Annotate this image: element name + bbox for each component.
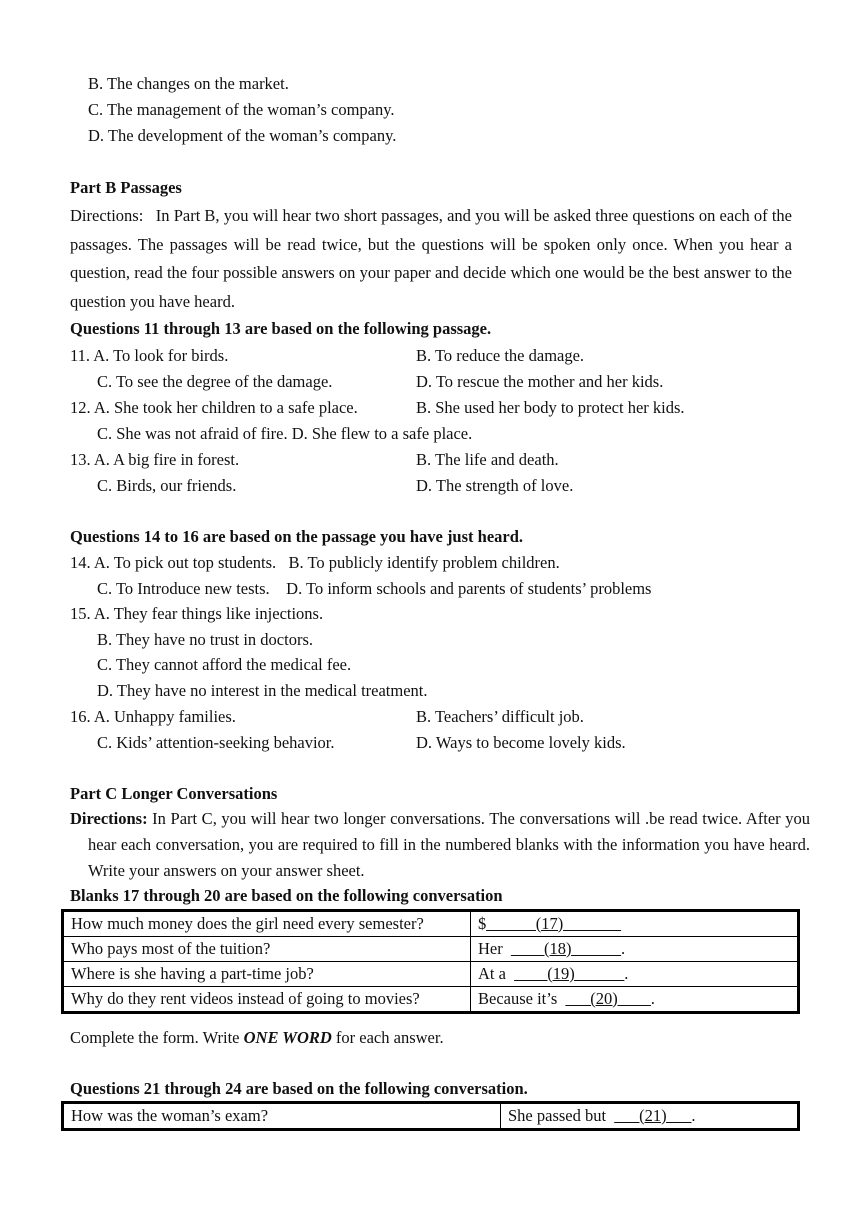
- q11-option-b: B. To reduce the damage.: [416, 346, 585, 365]
- answer-prefix: She passed but: [508, 1105, 615, 1125]
- q14-options-ab: 14. A. To pick out top students. B. To publicly identify problem children.: [70, 553, 560, 572]
- answer-blank-21[interactable]: ___(21)___: [614, 1105, 692, 1125]
- instruction-pre: Complete the form. Write: [70, 1028, 244, 1047]
- answer-prefix: Her: [478, 938, 511, 958]
- blanks-heading: Blanks 17 through 20 are based on the following conversation: [70, 886, 503, 905]
- q15-option-d: D. They have no interest in the medical treatment.: [97, 681, 428, 700]
- instruction-emphasis: ONE WORD: [243, 1028, 332, 1047]
- q12-option-a: 12. A. She took her children to a safe place.: [70, 398, 358, 417]
- form-question: How was the woman’s exam?: [63, 1103, 501, 1130]
- part-b-directions: Directions: In Part B, you will hear two short passages, and you will be asked three questions on each of the passages. The passages will be read twice, but the questions will be spoken only once. When you hear a question, read the four possible answers on your paper and decide which one would be the best answer to the question you have heard.: [70, 206, 792, 311]
- q13-option-d: D. The strength of love.: [416, 476, 574, 495]
- q13-option-b: B. The life and death.: [416, 450, 559, 469]
- table-row: [63, 937, 799, 962]
- option-b-market: B. The changes on the market.: [88, 74, 289, 93]
- answer-prefix: $: [478, 913, 487, 933]
- directions-label: Directions:: [70, 809, 148, 828]
- answer-blank-17[interactable]: ______(17)_______: [486, 913, 621, 933]
- form-answer: [471, 937, 799, 962]
- answer-prefix: At a: [478, 963, 515, 983]
- q16-option-b: B. Teachers’ difficult job.: [416, 707, 584, 726]
- q13-option-a: 13. A. A big fire in forest.: [70, 450, 240, 469]
- q15-option-b: B. They have no trust in doctors.: [97, 630, 313, 649]
- group3-heading: Questions 21 through 24 are based on the following conversation.: [70, 1079, 528, 1098]
- answer-suffix: .: [691, 1105, 696, 1125]
- q13-option-c: C. Birds, our friends.: [97, 476, 237, 495]
- form-answer: [471, 987, 799, 1013]
- instruction-post: for each answer.: [331, 1028, 444, 1047]
- table-row: [63, 962, 799, 987]
- form-question: Who pays most of the tuition?: [63, 937, 471, 962]
- form-answer: [501, 1103, 799, 1130]
- table-row: [63, 911, 799, 937]
- answer-suffix: .: [650, 988, 655, 1008]
- table-row: [63, 987, 799, 1013]
- q16-option-a: 16. A. Unhappy families.: [70, 707, 236, 726]
- part-c-directions: [70, 806, 810, 883]
- q16-option-c: C. Kids’ attention-seeking behavior.: [97, 733, 335, 752]
- conversation-form-1: [61, 909, 800, 1014]
- conversation-form-2: [61, 1101, 800, 1131]
- q14-options-cd: C. To Introduce new tests. D. To inform schools and parents of students’ problems: [97, 579, 652, 598]
- form-answer: [471, 911, 799, 937]
- answer-suffix: .: [620, 938, 626, 958]
- q16-option-d: D. Ways to become lovely kids.: [416, 733, 626, 752]
- q11-option-d: D. To rescue the mother and her kids.: [416, 372, 664, 391]
- form-instruction: [70, 1030, 444, 1047]
- q15-option-c: C. They cannot afford the medical fee.: [97, 655, 352, 674]
- form-answer: [471, 962, 799, 987]
- group2-heading: Questions 14 to 16 are based on the passage you have just heard.: [70, 527, 524, 546]
- part-c-title: Part C Longer Conversations: [70, 784, 278, 803]
- directions-text: In Part C, you will hear two longer conversations. The conversations will .be read twice. After you hear each conversation, you are required to fill in the numbered blanks with the information you have heard. Write your answers on your answer sheet.: [88, 809, 810, 880]
- part-b-title: Part B Passages: [70, 178, 182, 197]
- answer-prefix: Because it’s: [478, 988, 566, 1008]
- answer-suffix: .: [624, 963, 629, 983]
- answer-blank-19[interactable]: ____(19)______: [514, 963, 625, 983]
- option-c-management: C. The management of the woman’s company.: [88, 100, 395, 119]
- q12-options-cd: C. She was not afraid of fire. D. She flew to a safe place.: [97, 424, 473, 443]
- q12-option-b: B. She used her body to protect her kids.: [416, 398, 685, 417]
- q11-option-c: C. To see the degree of the damage.: [97, 372, 333, 391]
- group1-heading: Questions 11 through 13 are based on the following passage.: [70, 319, 492, 338]
- answer-blank-18[interactable]: ____(18)______: [510, 938, 621, 958]
- answer-blank-20[interactable]: ___(20)____: [565, 988, 651, 1008]
- form-question: Where is she having a part-time job?: [63, 962, 471, 987]
- option-d-development: D. The development of the woman’s company.: [88, 126, 397, 145]
- table-row: [63, 1103, 799, 1130]
- q15-option-a: 15. A. They fear things like injections.: [70, 604, 324, 623]
- form-question: Why do they rent videos instead of going to movies?: [63, 987, 471, 1013]
- form-question: How much money does the girl need every semester?: [63, 911, 471, 937]
- q11-option-a: 11. A. To look for birds.: [70, 346, 229, 365]
